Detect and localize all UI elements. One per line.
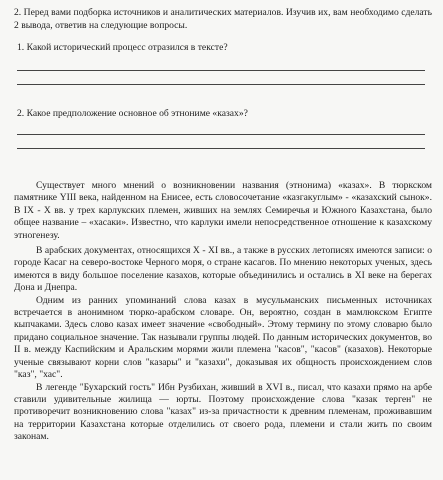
question-2: 2. Какое предположение основное об этнониме «казах»? <box>17 108 248 119</box>
answer-line-2a <box>17 134 425 135</box>
task-intro: 2. Перед вами подборка источников и аналитических материалов. Изучив их, вам необходимо сделать 2 вывода, ответив на следующие вопросы. <box>14 7 432 31</box>
source-text <box>14 180 432 444</box>
paragraph: В легенде "Бухарский гость" Ибн Рузбихан, живший в XVI в., писал, что казахи прямо на арбе ставили удивительные жилища — юрты. Поэтому происхождение слова "казак терген" не противоречит возникновению слова "казах" из-за причастности к древним племенам, проживавшим на территории Казахстана которые отделились от своего рода, племени и стали жить по своим законам. <box>14 381 432 443</box>
answer-line-1a <box>17 70 425 71</box>
paragraph: В арабских документах, относящихся X - XI вв., а также в русских летописях имеются записи: о городе Касаг на северо-востоке Черного моря, о стране касагов. По мнению некоторых ученых, здесь имеются в виду большое поселение казахов, которые объединились и остались в XI веке на берегах Дона и Днепра. <box>14 245 432 294</box>
question-1: 1. Какой исторический процесс отразился в тексте? <box>17 42 228 53</box>
answer-line-2b <box>17 148 425 149</box>
paragraph: Существует много мнений о возникновении названия (этнонима) «казах». В тюркском памятнике YIII века, найденном на Енисее, есть словосочетание «казгакуглым» - «казахский сынок». В IX - X вв. у трех карлукских племен, живших на землях Семиречья и Южного Казахстана, было общее название – «хасаки». Известно, что карлуки имели непосредственное отношение к казахскому этногенезу. <box>14 180 432 241</box>
answer-line-1b <box>17 84 425 85</box>
paragraph: Одним из ранних упоминаний слова казах в мусульманских письменных источниках встречается в анонимном тюрко-арабском словаре. Он, вероятно, создан в мамлюкском Египте кыпчаками. Здесь слово казах имеет значение «свободный». Этому термину по этому словарю было придано социальное значение. Так называли группы людей. По данным исторических документов, во II в. между Каспийским и Аральским морями жили племена "касов", "касов" (казахов). Некоторые ученые связывают корни слов "казары" и "казахи", доказывая их общность происхождением слов "каз", "хас". <box>14 294 432 381</box>
